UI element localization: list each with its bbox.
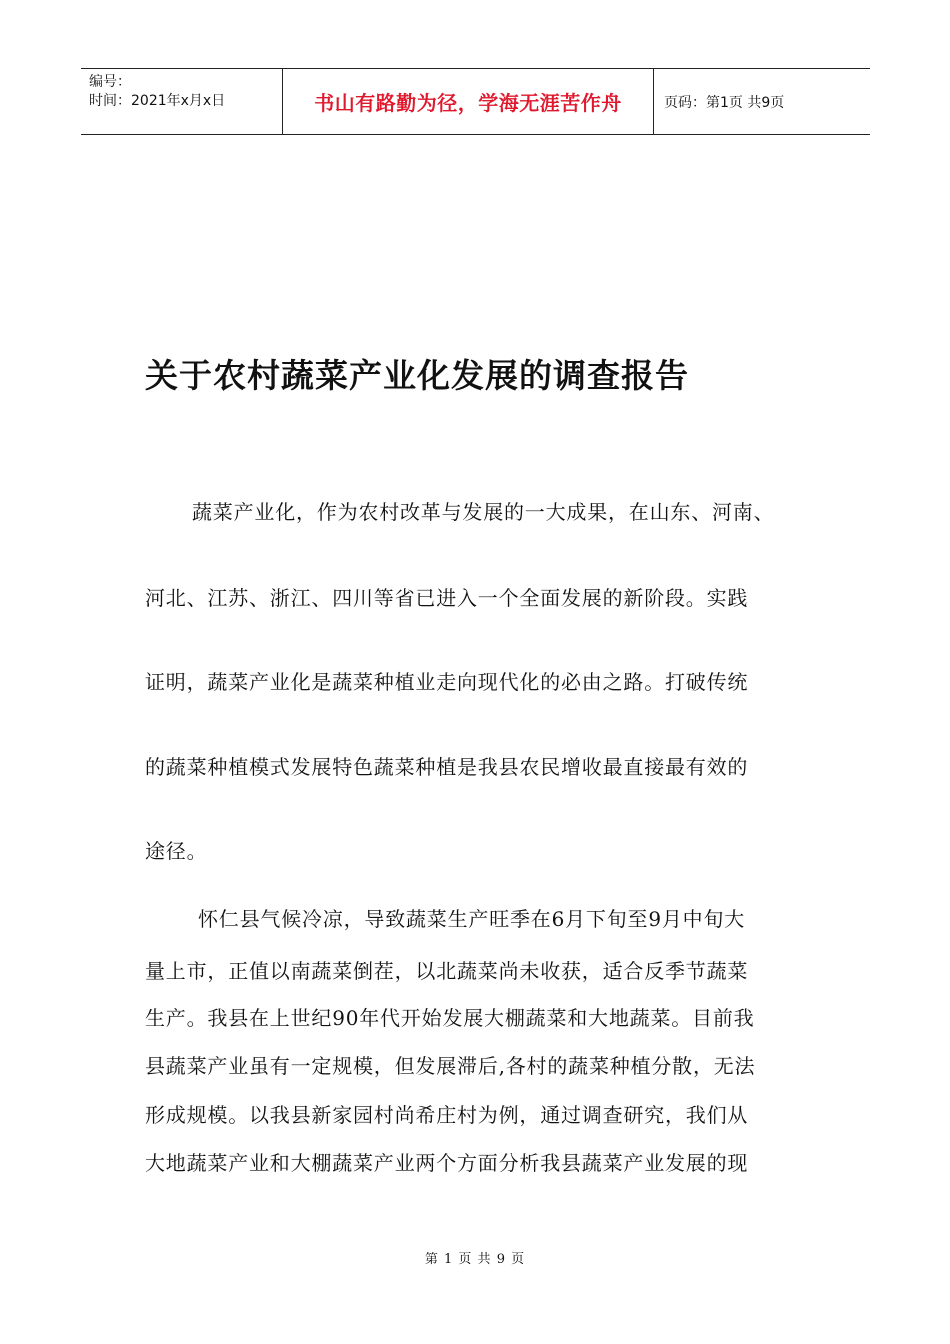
paragraph-1-line: 河北、江苏、浙江、四川等省已进入一个全面发展的新阶段。实践	[145, 586, 749, 610]
header-motto-cell	[282, 69, 654, 134]
paragraph-1-line: 途径。	[145, 839, 208, 863]
paragraph-2-line: 形成规模。以我县新家园村尚希庄村为例，通过调查研究，我们从	[145, 1103, 749, 1127]
document-title: 关于农村蔬菜产业化发展的调查报告	[145, 356, 689, 395]
paragraph-1-line: 证明，蔬菜产业化是蔬菜种植业走向现代化的必由之路。打破传统	[145, 670, 749, 694]
paragraph-2-line: 生产。我县在上世纪90年代开始发展大棚蔬菜和大地蔬菜。目前我	[145, 1006, 755, 1030]
header-page-number: 页码：第1页 共9页	[664, 94, 785, 111]
paragraph-2-line: 县蔬菜产业虽有一定规模，但发展滞后,各村的蔬菜种植分散，无法	[145, 1054, 756, 1078]
header-meta	[81, 69, 282, 134]
header-motto: 书山有路勤为径，学海无涯苦作舟	[314, 91, 622, 115]
paragraph-1-line: 的蔬菜种植模式发展特色蔬菜种植是我县农民增收最直接最有效的	[145, 755, 749, 779]
header-page-cell	[654, 69, 870, 134]
page-header	[81, 68, 870, 135]
document-time-label: 时间：2021年x月x日	[89, 93, 226, 109]
paragraph-2-line: 量上市，正值以南蔬菜倒茬，以北蔬菜尚未收获，适合反季节蔬菜	[145, 959, 749, 983]
document-number-label: 编号：	[89, 74, 131, 90]
page-footer: 第 1 页 共 9 页	[424, 1252, 526, 1267]
paragraph-1-line: 蔬菜产业化，作为农村改革与发展的一大成果，在山东、河南、	[192, 500, 775, 524]
paragraph-2-line: 怀仁县气候冷凉，导致蔬菜生产旺季在6月下旬至9月中旬大	[198, 907, 746, 931]
paragraph-2-line: 大地蔬菜产业和大棚蔬菜产业两个方面分析我县蔬菜产业发展的现	[145, 1151, 749, 1175]
